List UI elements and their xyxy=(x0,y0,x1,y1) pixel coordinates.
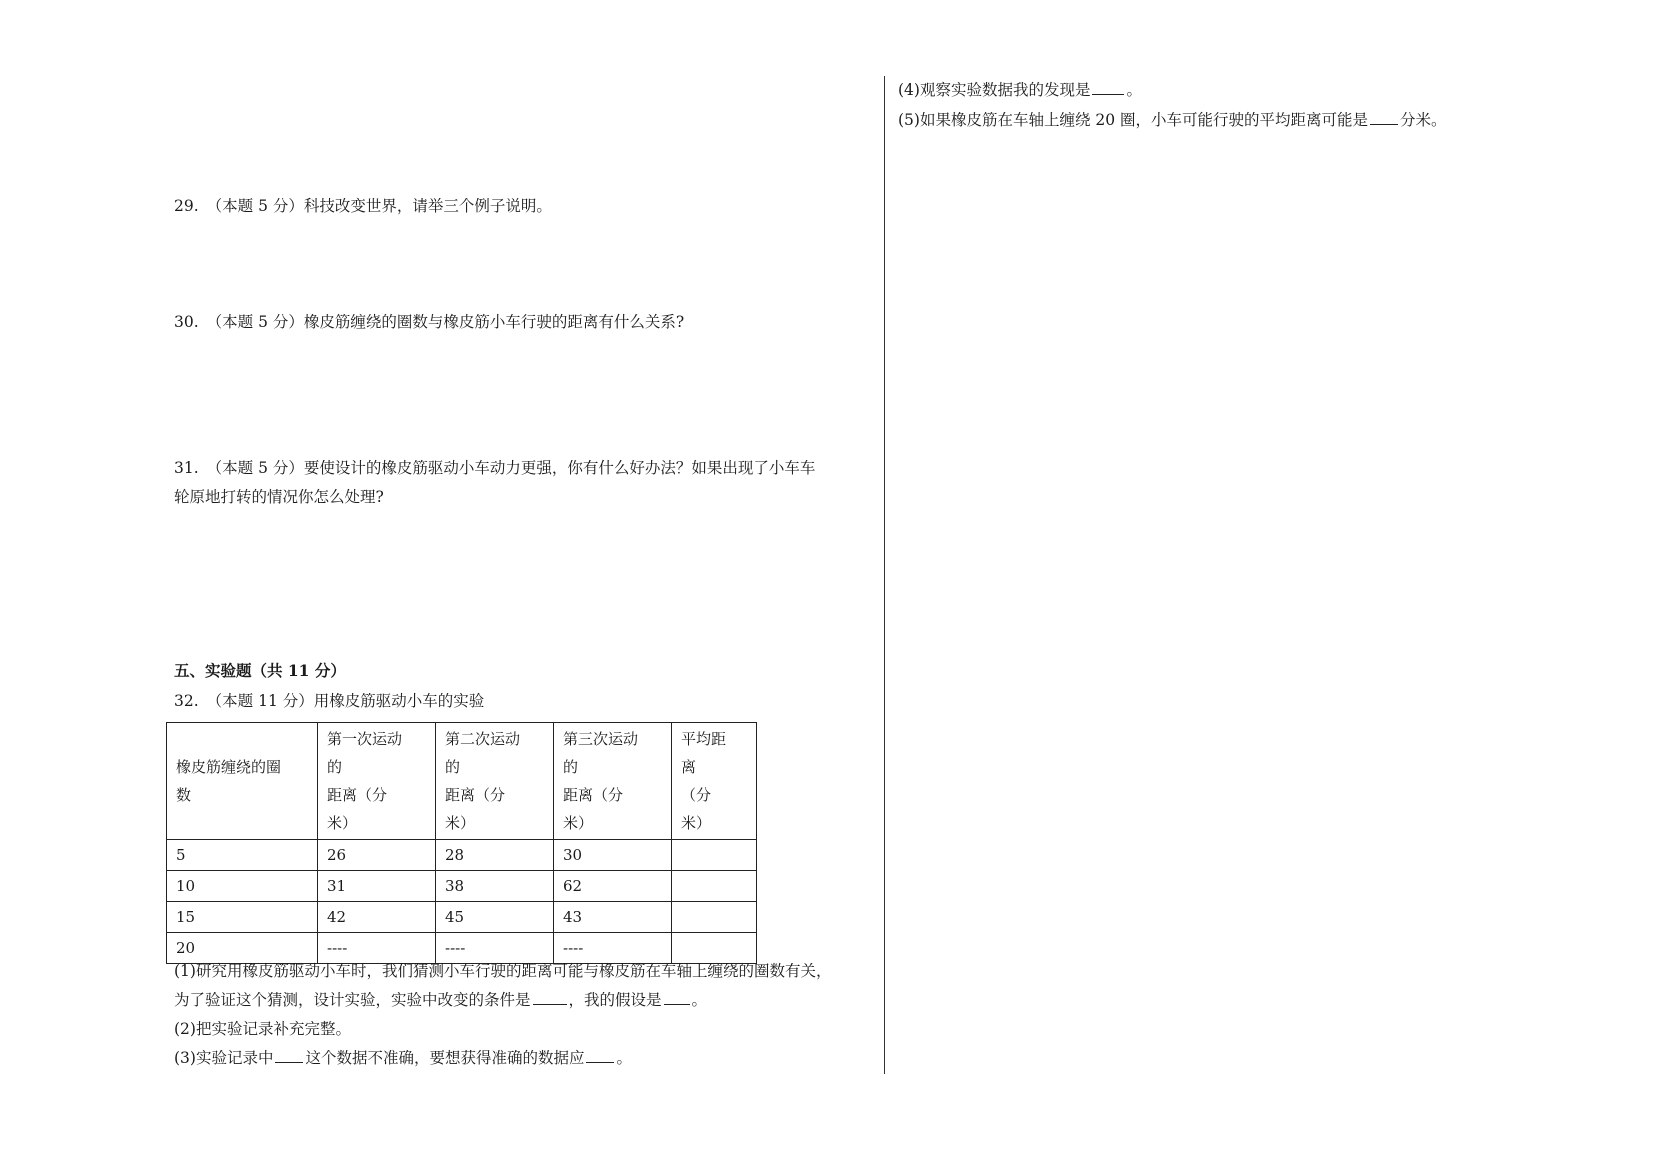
answer-blank[interactable] xyxy=(1370,108,1398,125)
cell-turns: 10 xyxy=(167,871,318,902)
cell-run1: ---- xyxy=(318,933,436,964)
cell-run1: 31 xyxy=(318,871,436,902)
cell-turns: 5 xyxy=(167,840,318,871)
header-line: 第二次运动 xyxy=(445,730,521,748)
subquestion-text: (5)如果橡皮筋在车轴上缠绕 20 圈，小车可能行驶的平均距离可能是 xyxy=(898,111,1369,129)
cell-run3: ---- xyxy=(554,933,672,964)
cell-run2: 28 xyxy=(436,840,554,871)
question-text: （本题 11 分）用橡皮筋驱动小车的实验 xyxy=(206,692,485,710)
answer-blank[interactable] xyxy=(1092,78,1124,95)
cell-run3: 30 xyxy=(554,840,672,871)
subquestion-text: (4)观察实验数据我的发现是 xyxy=(898,81,1091,99)
header-line: 距离（分 xyxy=(445,786,506,804)
header-line: 数 xyxy=(176,786,192,804)
answer-blank[interactable] xyxy=(664,988,690,1005)
subquestion-text: 为了验证这个猜测，设计实验，实验中改变的条件是 xyxy=(174,991,531,1009)
question-number: 32. xyxy=(174,692,199,710)
subquestion-3 xyxy=(174,1044,632,1072)
header-line: 离 xyxy=(681,758,697,776)
question-number: 30. xyxy=(174,313,199,331)
header-cell-run3 xyxy=(554,723,672,840)
header-cell-turns xyxy=(167,723,318,840)
table-row xyxy=(167,840,757,871)
header-line: 的 xyxy=(327,758,343,776)
cell-average[interactable] xyxy=(672,902,757,933)
header-line: （分 xyxy=(681,786,712,804)
subquestion-1-line1: (1)研究用橡皮筋驱动小车时，我们猜测小车行驶的距离可能与橡皮筋在车轴上缠绕的圈数有关， xyxy=(174,962,832,980)
header-line: 的 xyxy=(563,758,579,776)
header-line: 米） xyxy=(563,814,594,832)
header-line: 第一次运动 xyxy=(327,730,403,748)
cell-run3: 62 xyxy=(554,871,672,902)
cell-turns: 15 xyxy=(167,902,318,933)
header-cell-average xyxy=(672,723,757,840)
subquestion-text: ，我的假设是 xyxy=(568,991,662,1009)
answer-blank[interactable] xyxy=(586,1046,614,1063)
header-line: 距离（分 xyxy=(563,786,624,804)
subquestion-5 xyxy=(898,106,1447,134)
header-cell-run1 xyxy=(318,723,436,840)
header-line: 的 xyxy=(445,758,461,776)
subquestion-text: 这个数据不准确，要想获得准确的数据应 xyxy=(305,1049,585,1067)
header-cell-run2 xyxy=(436,723,554,840)
table-row xyxy=(167,871,757,902)
table-row xyxy=(167,902,757,933)
cell-run3: 43 xyxy=(554,902,672,933)
question-number: 29. xyxy=(174,197,199,215)
question-29 xyxy=(174,192,552,220)
section-title: 五、实验题（共 11 分） xyxy=(174,661,346,680)
question-number: 31. xyxy=(174,459,199,477)
header-line: 平均距 xyxy=(681,730,727,748)
subquestion-text: 。 xyxy=(1126,81,1142,99)
subquestion-text: 。 xyxy=(616,1049,632,1067)
cell-average[interactable] xyxy=(672,871,757,902)
question-32 xyxy=(174,687,484,715)
question-31-line1 xyxy=(174,454,815,482)
header-line: 米） xyxy=(327,814,358,832)
header-line: 米） xyxy=(681,814,712,832)
cell-run2: 38 xyxy=(436,871,554,902)
header-line: 距离（分 xyxy=(327,786,388,804)
question-30 xyxy=(174,308,684,336)
subquestion-4 xyxy=(898,76,1142,104)
header-line: 橡皮筋缠绕的圈 xyxy=(176,758,282,776)
table-header-row xyxy=(167,723,757,840)
question-text: （本题 5 分）要使设计的橡皮筋驱动小车动力更强，你有什么好办法？如果出现了小车车 xyxy=(206,459,816,477)
answer-blank[interactable] xyxy=(275,1046,303,1063)
cell-run1: 42 xyxy=(318,902,436,933)
subquestion-text: 。 xyxy=(691,991,708,1009)
column-divider xyxy=(884,76,885,1074)
question-text: （本题 5 分）科技改变世界，请举三个例子说明。 xyxy=(206,197,552,215)
cell-average[interactable] xyxy=(672,840,757,871)
cell-run2: ---- xyxy=(436,933,554,964)
subquestion-text: (3)实验记录中 xyxy=(174,1049,274,1067)
question-text: （本题 5 分）橡皮筋缠绕的圈数与橡皮筋小车行驶的距离有什么关系? xyxy=(206,313,685,331)
subquestion-text: 分米。 xyxy=(1400,111,1447,129)
cell-turns: 20 xyxy=(167,933,318,964)
answer-blank[interactable] xyxy=(533,988,567,1005)
experiment-table xyxy=(166,722,757,964)
header-line: 第三次运动 xyxy=(563,730,639,748)
subquestion-2: (2)把实验记录补充完整。 xyxy=(174,1020,351,1038)
cell-run2: 45 xyxy=(436,902,554,933)
header-line: 米） xyxy=(445,814,476,832)
cell-run1: 26 xyxy=(318,840,436,871)
question-31-line2: 轮原地打转的情况你怎么处理? xyxy=(174,488,384,506)
subquestion-1-line2 xyxy=(174,986,707,1014)
